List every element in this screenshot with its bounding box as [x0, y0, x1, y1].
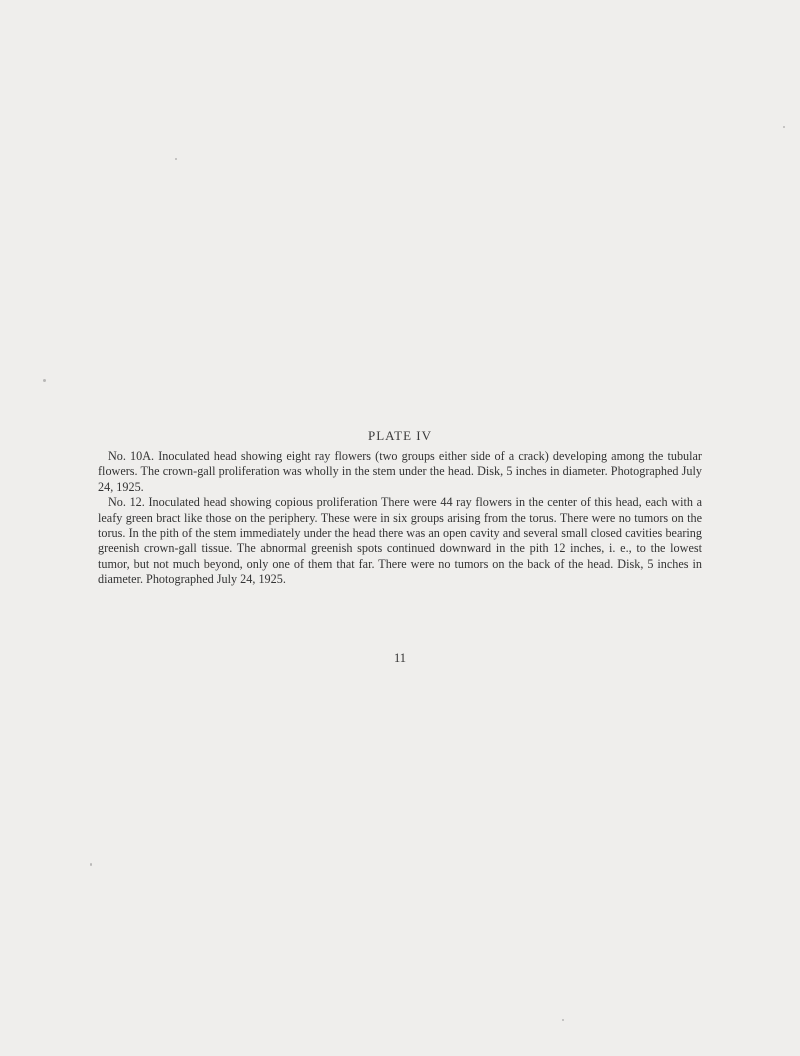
page-number: 11: [393, 651, 407, 665]
paper-speck: [43, 379, 46, 382]
paper-speck: [175, 158, 177, 160]
paper-speck: [562, 1019, 564, 1021]
plate-title: PLATE IV: [368, 428, 432, 443]
caption-paragraph-12: No. 12. Inoculated head showing copious proliferation There were 44 ray flowers in the center of this head, each with a leafy green bract like those on the periphery. These were in six groups arising from the torus. There were no tumors on the torus. In the pith of the stem immediately under the head there was an open cavity and several small closed cavities bearing greenish crown-gall tissue. The abnormal greenish spots continued downward in the pith 12 inches, i. e., to the lowest tumor, but not much beyond, only one of them that far. There were no tumors on the back of the head. Disk, 5 inches in diameter. Photographed July 24, 1925.: [98, 495, 702, 587]
caption-paragraph-10a: No. 10A. Inoculated head showing eight ray flowers (two groups either side of a crack) developing among the tubular flowers. The crown-gall proliferation was wholly in the stem under the head. Disk, 5 inches in diameter. Photographed July 24, 1925.: [98, 449, 702, 494]
caption-block: [98, 449, 702, 588]
paper-speck: [90, 863, 92, 866]
paper-speck: [783, 126, 785, 128]
